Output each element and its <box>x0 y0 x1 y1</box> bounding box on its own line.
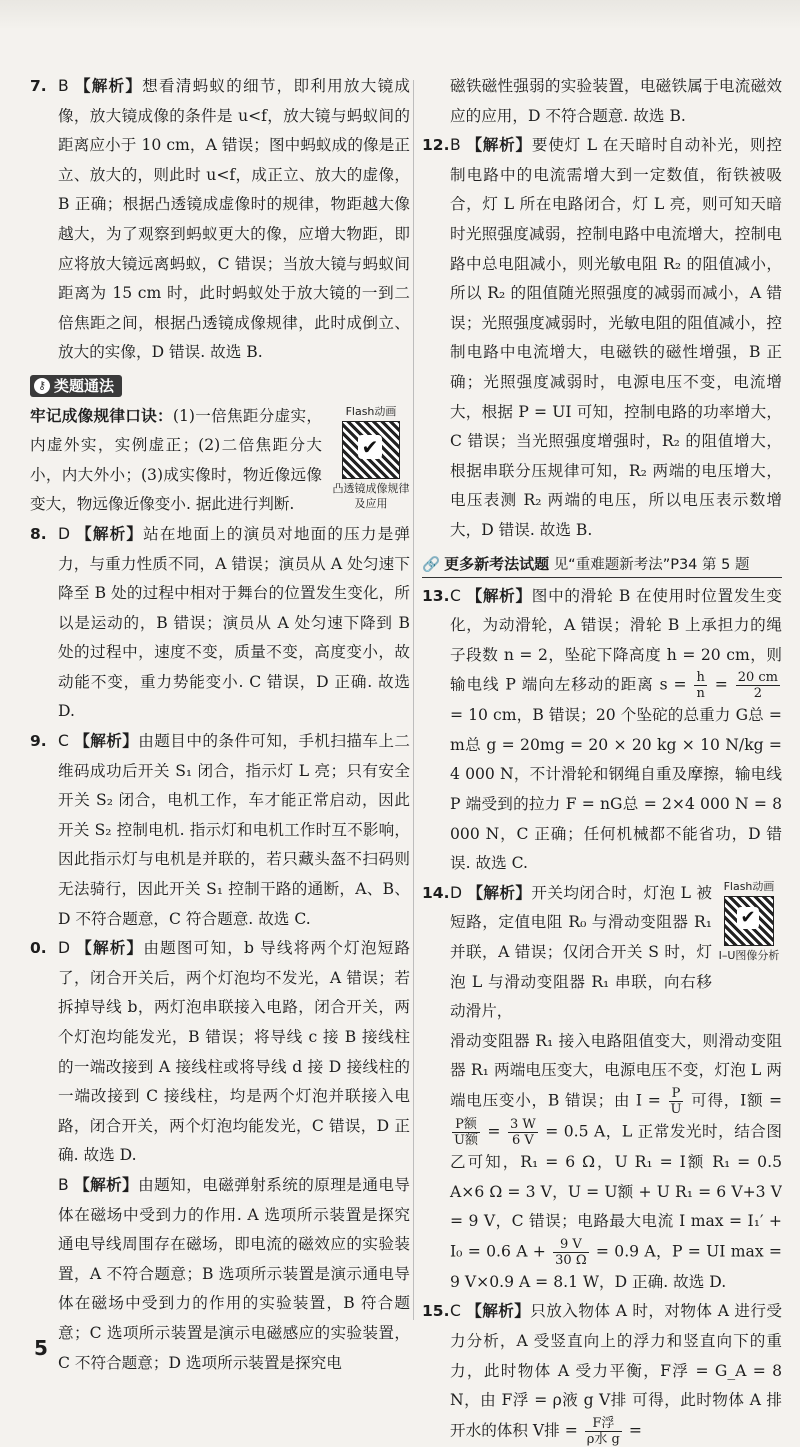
question-number: 9. <box>30 732 47 751</box>
analysis-text-1: 只放入物体 A 时，对物体 A 进行受力分析，A 受竖直向上的浮力和竖直向下的重力，此时物体 A 受力平衡，F浮 = G_A = 8 N，由 F浮 = ρ液 g V排 可得，此时物体 A 排开水的体积 V排 = <box>450 1302 782 1440</box>
question-7 <box>30 72 410 368</box>
key-icon: ⚷ <box>34 378 50 394</box>
denominator: U <box>670 1102 682 1117</box>
tip-title-text: 类题通法 <box>54 376 115 395</box>
question-number: 14. <box>422 883 450 902</box>
column-divider <box>413 80 414 1320</box>
q14-top <box>450 879 782 1027</box>
analysis-text-5: = 0.9 A，P = UI max = 9 V×0.9 A = 8.1 W，D 正确. 故选 D. <box>450 1242 782 1291</box>
analysis-text-1: 图中的滑轮 B 在使用时位置发生变化，为动滑轮，A 错误；滑轮 B 上承担力的绳子段数 n = 2，坠砣下降高度 h = 20 cm，则输电线 P 端向左移动的距离 s = <box>450 586 782 694</box>
qr-block[interactable] <box>716 879 782 963</box>
qr-code-icon[interactable] <box>342 421 400 479</box>
tip-content <box>30 402 410 520</box>
analysis-text-1: 开关均闭合时，灯泡 L 被短路，定值电阻 R₀ 与滑动变阻器 R₁ 并联，A 错误；仅闭合开关 S 时，灯泡 L 与滑动变阻器 R₁ 串联，向右移动滑片， <box>450 883 712 1021</box>
question-number: 8. <box>30 524 47 543</box>
numerator: P <box>669 1086 684 1102</box>
fraction <box>585 1416 622 1447</box>
question-number: 7. <box>30 77 47 95</box>
answer-letter: D <box>58 939 71 958</box>
numerator: 20 cm <box>737 670 778 686</box>
analysis-text: 由题知，电磁弹射系统的原理是通电导体在磁场中受到力的作用. A 选项所示装置是探究通电导线周围存在磁场，即电流的磁效应的实验装置，A 不符合题意；B 选项所示装置是演示通电导体在磁场中受到力的作用的实验装置，B 符合题意；C 选项所示装置是演示电磁感应的实验装置，C 不符合题意；D 选项所示装置是探究电 <box>58 1175 410 1372</box>
analysis-tag: 【解析】 <box>74 1175 139 1194</box>
question-number: 12. <box>422 136 450 155</box>
question-15 <box>422 1297 782 1446</box>
analysis-tag: 【解析】 <box>467 883 532 902</box>
analysis-text: 由题图可知，b 导线将两个灯泡短路了，闭合开关后，两个灯泡均不发光，A 错误；若拆掉导线 b，两灯泡串联接入电路，闭合开关，两个灯泡均能发光，B 错误；将导线 c 接 B 接线柱的一端改接到 A 接线柱或将导线 d 接 D 接线柱的一端改接到 C 接线柱，均是两个灯泡并联接入电路，闭合开关，两个灯泡均能发光，C 错误，D 正确. 故选 D. <box>58 939 410 1165</box>
fraction <box>508 1117 538 1148</box>
question-number: 15. <box>422 1302 450 1321</box>
numerator: 9 V <box>553 1237 588 1253</box>
left-column <box>30 72 410 1378</box>
answer-letter: B <box>450 136 461 155</box>
analysis-tag: 【解析】 <box>74 732 139 751</box>
analysis-text: 由题目中的条件可知，手机扫描车上二维码成功后开关 S₁ 闭合，指示灯 L 亮；只有安全开关 S₂ 闭合，电机工作，车才能正常启动，因此开关 S₂ 控制电机. 指示灯和电机工作时互不影响，因此指示灯与电机是并联的，若只藏头盔不扫码则无法骑行，因此开关 S₁ 控制干路的通断，A、B、D 不符合题意，C 符合题意. 故选 C. <box>58 732 410 928</box>
fraction <box>669 1086 684 1117</box>
question-9 <box>30 727 410 934</box>
fraction <box>736 670 780 701</box>
analysis-text-4: = 0.5 A，L 正常发光时，结合图乙可知，R₁ = 6 Ω，U R₁ = I额 R₁ = 0.5 A×6 Ω = 3 V，U = U额 + U R₁ = 6 V+3 V = 9 V，C 错误；电路最大电流 I max = I₁′ + I₀ = 0.6 A + <box>450 1122 782 1261</box>
answer-letter: C <box>58 732 69 751</box>
question-number: 0. <box>30 939 47 958</box>
analysis-tag: 【解析】 <box>74 77 143 95</box>
answer-letter: C <box>450 1302 461 1321</box>
denominator: 2 <box>753 686 762 702</box>
analysis-text-3: 可得，I额 = <box>691 1091 782 1110</box>
answer-letter: B <box>58 1175 69 1194</box>
answer-letter: B <box>58 77 69 95</box>
answer-letter: D <box>450 883 463 902</box>
qr-label: Flash动画 <box>345 404 397 418</box>
question-8 <box>30 520 410 727</box>
page-number: 5 <box>34 1336 48 1360</box>
analysis-text: 站在地面上的演员对地面的压力是弹力，与重力性质不同，A 错误；演员从 A 处匀速下降至 B 处的过程中相对于舞台的位置发生变化，所以是运动的，B 错误；演员从 A 处匀速下降到 B 处的过程中，速度不变，质量不变，高度变小，故动能不变，重力势能变小. C 错误，D 正确. 故选 D. <box>58 524 410 721</box>
analysis-tag: 【解析】 <box>466 586 532 605</box>
denominator: 30 Ω <box>555 1252 587 1268</box>
numerator: h <box>696 670 705 686</box>
analysis-tag: 【解析】 <box>76 524 144 543</box>
numerator: P额 <box>452 1117 480 1133</box>
fraction <box>694 670 706 701</box>
tip-text: (1)一倍焦距分虚实，内虚外实，实例虚正；(2)二倍焦距分大小，内大外小；(3)成实像时，物近像远像变大，物远像近像变小. 据此进行判断. <box>30 406 322 514</box>
tip-box-title <box>30 375 122 397</box>
equals: = <box>714 675 728 694</box>
analysis-text-2: 滑动变阻器 R₁ 接入电路阻值变大，则滑动变阻器 R₁ 两端电压变大，电源电压不变，灯泡 L 两端电压变小，B 错误；由 I = <box>450 1031 782 1110</box>
analysis-tag: 【解析】 <box>76 939 144 958</box>
check-icon: ✔ <box>737 907 759 929</box>
fraction <box>452 1117 480 1148</box>
top-band <box>0 0 800 30</box>
link-icon: 🔗 <box>422 556 441 573</box>
numerator: F浮 <box>585 1416 622 1432</box>
question-13 <box>422 582 782 879</box>
question-11 <box>30 1171 410 1378</box>
more-ref: 见“重难题新考法”P34 第 5 题 <box>553 556 750 573</box>
analysis-text: 要使灯 L 在天暗时自动补光，则控制电路中的电流需增大到一定数值，衔铁被吸合，灯 L 所在电路闭合，灯 L 亮，则可知天暗时光照强度减弱，控制电路中电流增大，控制电路中总电阻减小，则光敏电阻 R₂ 的阻值减小，所以 R₂ 的阻值随光照强度的减弱而减小，A 错误；光照强度减弱时，光敏电阻的阻值减小，控制电路中电流增大，电磁铁的磁性增强，B 正确；光照强度减弱时，电源电压不变，电流增大，根据 P = UI 可知，控制电路的功率增大，C 错误；当光照强度增强时，R₂ 的阻值增大，根据串联分压规律可知，R₂ 两端的电压增大，电压表测 R₂ 两端的电压，所以电压表示数增大，D 错误. 故选 B. <box>450 136 782 539</box>
qr-caption: 凸透镜成像规律及应用 <box>332 481 410 510</box>
denominator: ρ水 g <box>586 1431 620 1447</box>
qr-code-icon[interactable] <box>724 896 774 946</box>
more-title: 更多新考法试题 <box>444 554 550 573</box>
question-11-continued: 磁铁磁性强弱的实验装置，电磁铁属于电流磁效应的应用，D 不符合题意. 故选 B. <box>450 77 782 125</box>
right-column <box>422 72 782 1447</box>
qr-block[interactable] <box>332 404 410 511</box>
denominator: U额 <box>454 1133 478 1148</box>
denominator: n <box>696 686 705 702</box>
question-12 <box>422 131 782 545</box>
answer-letter: D <box>58 524 71 543</box>
question-14: 14. Flash动画 ✔ I–U图像分析 D 【解析】开关均闭合时，灯泡 L 被短路，定值电阻 R₀ 与滑动变阻器 R₁ 并联，A 错误；仅闭合开关 S 时，灯泡 L 与滑动变阻器 R₁ 串联，向右移动滑片， 滑动变阻器 R₁ 接入电路阻值变大，则滑动变阻器 R₁ 两端电压变大，电源电压不变，灯泡 L 两端电压变小，B 错误；由 I = $\frac{P}{U}$ 可得，I额 = $\frac{\text{P额}}{\text{U额}}$ = $\frac{3 W}{6 V}$ = 0.5 A，L 正常发光时，结合图乙可知，R₁ = 6 Ω，U R₁ = I额 R₁ = 0.5 A×6 Ω = 3 V，U = U额 + U R₁ = 6 V+3 V = 9 V，C 错误；电路最大电流 I max = I₁′ + I₀ = 0.6 A + $\frac{9 V}{30 \Omega}$ = 0.9 A，P = UI max = 9 V×0.9 A = 8.1 W，D 正确. 故选 D. <box>422 879 782 1291</box>
numerator: 3 W <box>509 1117 536 1132</box>
question-number: 13. <box>422 586 450 605</box>
analysis-text-2: = <box>628 1421 642 1440</box>
analysis-tag: 【解析】 <box>466 1302 531 1321</box>
question-10 <box>30 934 410 1171</box>
analysis-tag: 【解析】 <box>466 136 532 155</box>
qr-label: Flash动画 <box>723 879 775 893</box>
check-icon: ✔ <box>358 435 382 459</box>
more-questions-banner[interactable] <box>422 552 782 578</box>
tip-box <box>30 372 410 520</box>
analysis-text-2: = 10 cm，B 错误；20 个坠砣的总重力 G总 = m总 g = 20mg = 20 × 20 kg × 10 N/kg = 4 000 N，不计滑轮和钢绳自重及摩擦，输电线 P 端受到的拉力 F = nG总 = 2×4 000 N = 8 000 N，C 正确；任何机械都不能省功，D 错误. 故选 C. <box>450 706 782 873</box>
answer-letter: C <box>450 586 461 605</box>
denominator: 6 V <box>511 1133 534 1148</box>
tip-bold: 牢记成像规律口诀： <box>30 406 173 425</box>
qr-caption: I–U图像分析 <box>718 948 780 962</box>
analysis-text: 想看清蚂蚁的细节，即利用放大镜成像，放大镜成像的条件是 u<f，放大镜与蚂蚁间的距离应小于 10 cm，A 错误；图中蚂蚁成的像是正立、放大的，则此时 u<f，成正立、放大的虚像，B 正确；根据凸透镜成虚像时的规律，物距越大像越大，为了观察到蚂蚁更大的像，应增大物距，即应将放大镜远离蚂蚁，C 错误；当放大镜与蚂蚁间距离为 15 cm 时，此时蚂蚁处于放大镜的一到二倍焦距之间，根据凸透镜成像规律，此时成倒立、放大的实像，D 错误. 故选 B. <box>58 77 410 362</box>
fraction <box>553 1237 588 1268</box>
